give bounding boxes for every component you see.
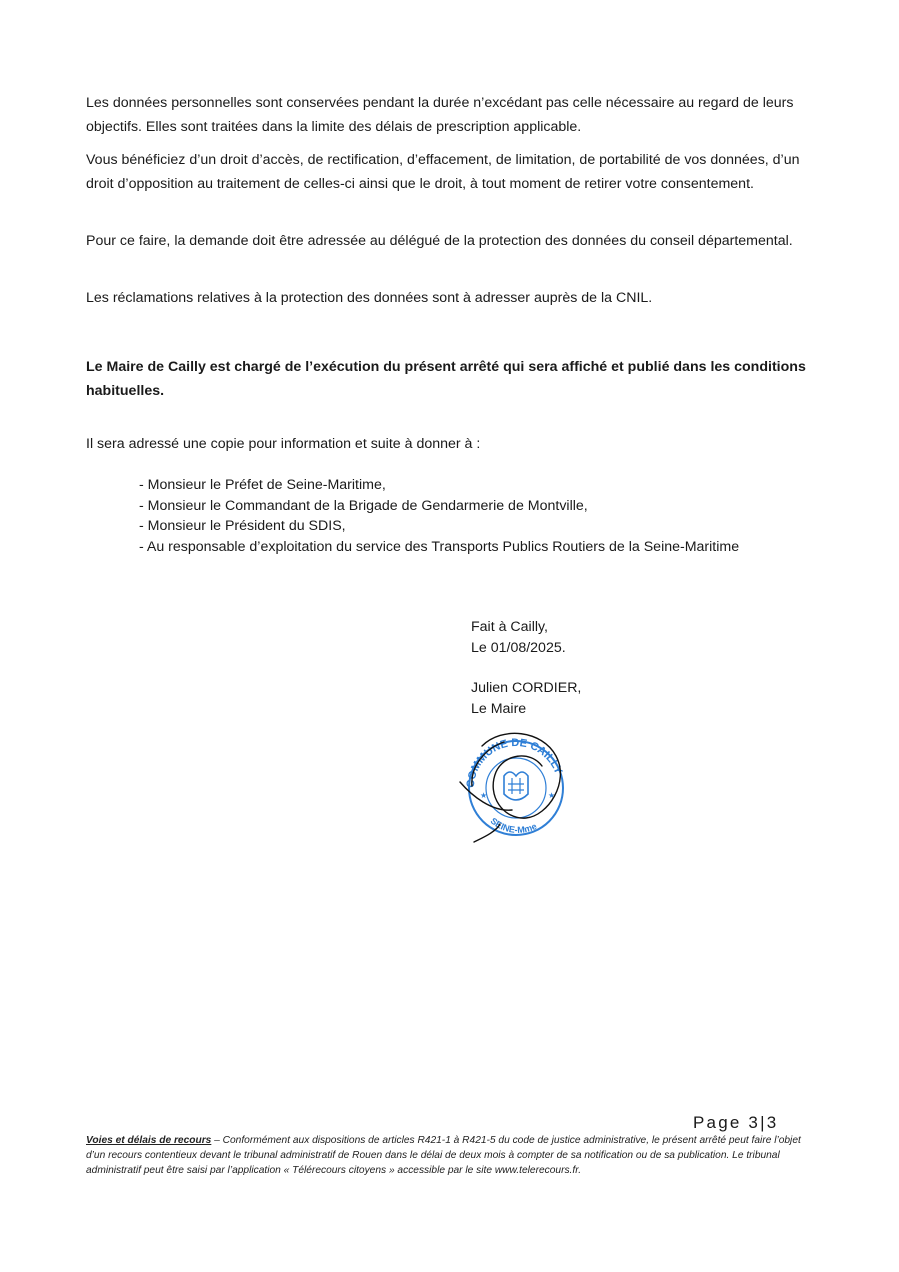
signature-name: Julien CORDIER, xyxy=(471,680,582,696)
signature-date: Le 01/08/2025. xyxy=(471,640,566,656)
footer-text: – Conformément aux dispositions de articles R421-1 à R421-5 du code de justice administrative, le présent arrêté peut faire l’objet d’un recours contentieux devant le tribunal administratif de Rouen dans le délai de deux mois à compter de sa notification ou de sa publication. Le tribunal administratif peut être saisi par l’application « Télérecours citoyens » accessible par le site www.telerecours.fr. xyxy=(86,1135,801,1176)
footer-lead: Voies et délais de recours xyxy=(86,1135,212,1146)
paragraph-copy-intro: Il sera adressé une copie pour information et suite à donner à : xyxy=(86,436,481,452)
paragraph-cnil: Les réclamations relatives à la protection des données sont à adresser auprès de la CNIL. xyxy=(86,290,653,306)
svg-text:★: ★ xyxy=(548,791,556,800)
list-item: - Monsieur le Président du SDIS, xyxy=(139,518,346,534)
paragraph-execution: Le Maire de Cailly est chargé de l’exécution du présent arrêté qui sera affiché et publié dans les conditions habituelles. xyxy=(86,359,806,399)
footer-legal-notice xyxy=(86,1133,821,1178)
official-stamp-seal xyxy=(452,726,576,844)
paragraph-request: Pour ce faire, la demande doit être adressée au délégué de la protection des données du conseil départemental. xyxy=(86,233,793,249)
list-item: - Monsieur le Préfet de Seine-Maritime, xyxy=(139,477,386,493)
list-item: - Monsieur le Commandant de la Brigade de Gendarmerie de Montville, xyxy=(139,497,588,514)
svg-text:★: ★ xyxy=(480,791,488,800)
page-number: Page 3|3 xyxy=(693,1113,779,1132)
signature-role: Le Maire xyxy=(471,701,527,717)
signature-place: Fait à Cailly, xyxy=(471,619,548,635)
stamp-text: COMMUNE DE CAILLY xyxy=(464,736,565,789)
svg-text:SEINE-Mme: SEINE-Mme xyxy=(488,815,539,836)
paragraph-rights: Vous bénéficiez d’un droit d’accès, de rectification, d’effacement, de limitation, de portabilité de vos données, d’un droit d’opposition au traitement de celles-ci ainsi que le droit, à tout moment de retirer votre consentement. xyxy=(86,152,800,192)
recipient-list xyxy=(139,475,839,557)
svg-text:COMMUNE DE CAILLY xyxy=(465,737,565,788)
paragraph-data-retention: Les données personnelles sont conservées pendant la durée n’excédant pas celle nécessaire au regard de leurs objectifs. Elles sont traitées dans la limite des délais de prescription applicable. xyxy=(86,95,794,135)
list-item: - Au responsable d’exploitation du service des Transports Publics Routiers de la Seine-Maritime xyxy=(139,538,740,555)
